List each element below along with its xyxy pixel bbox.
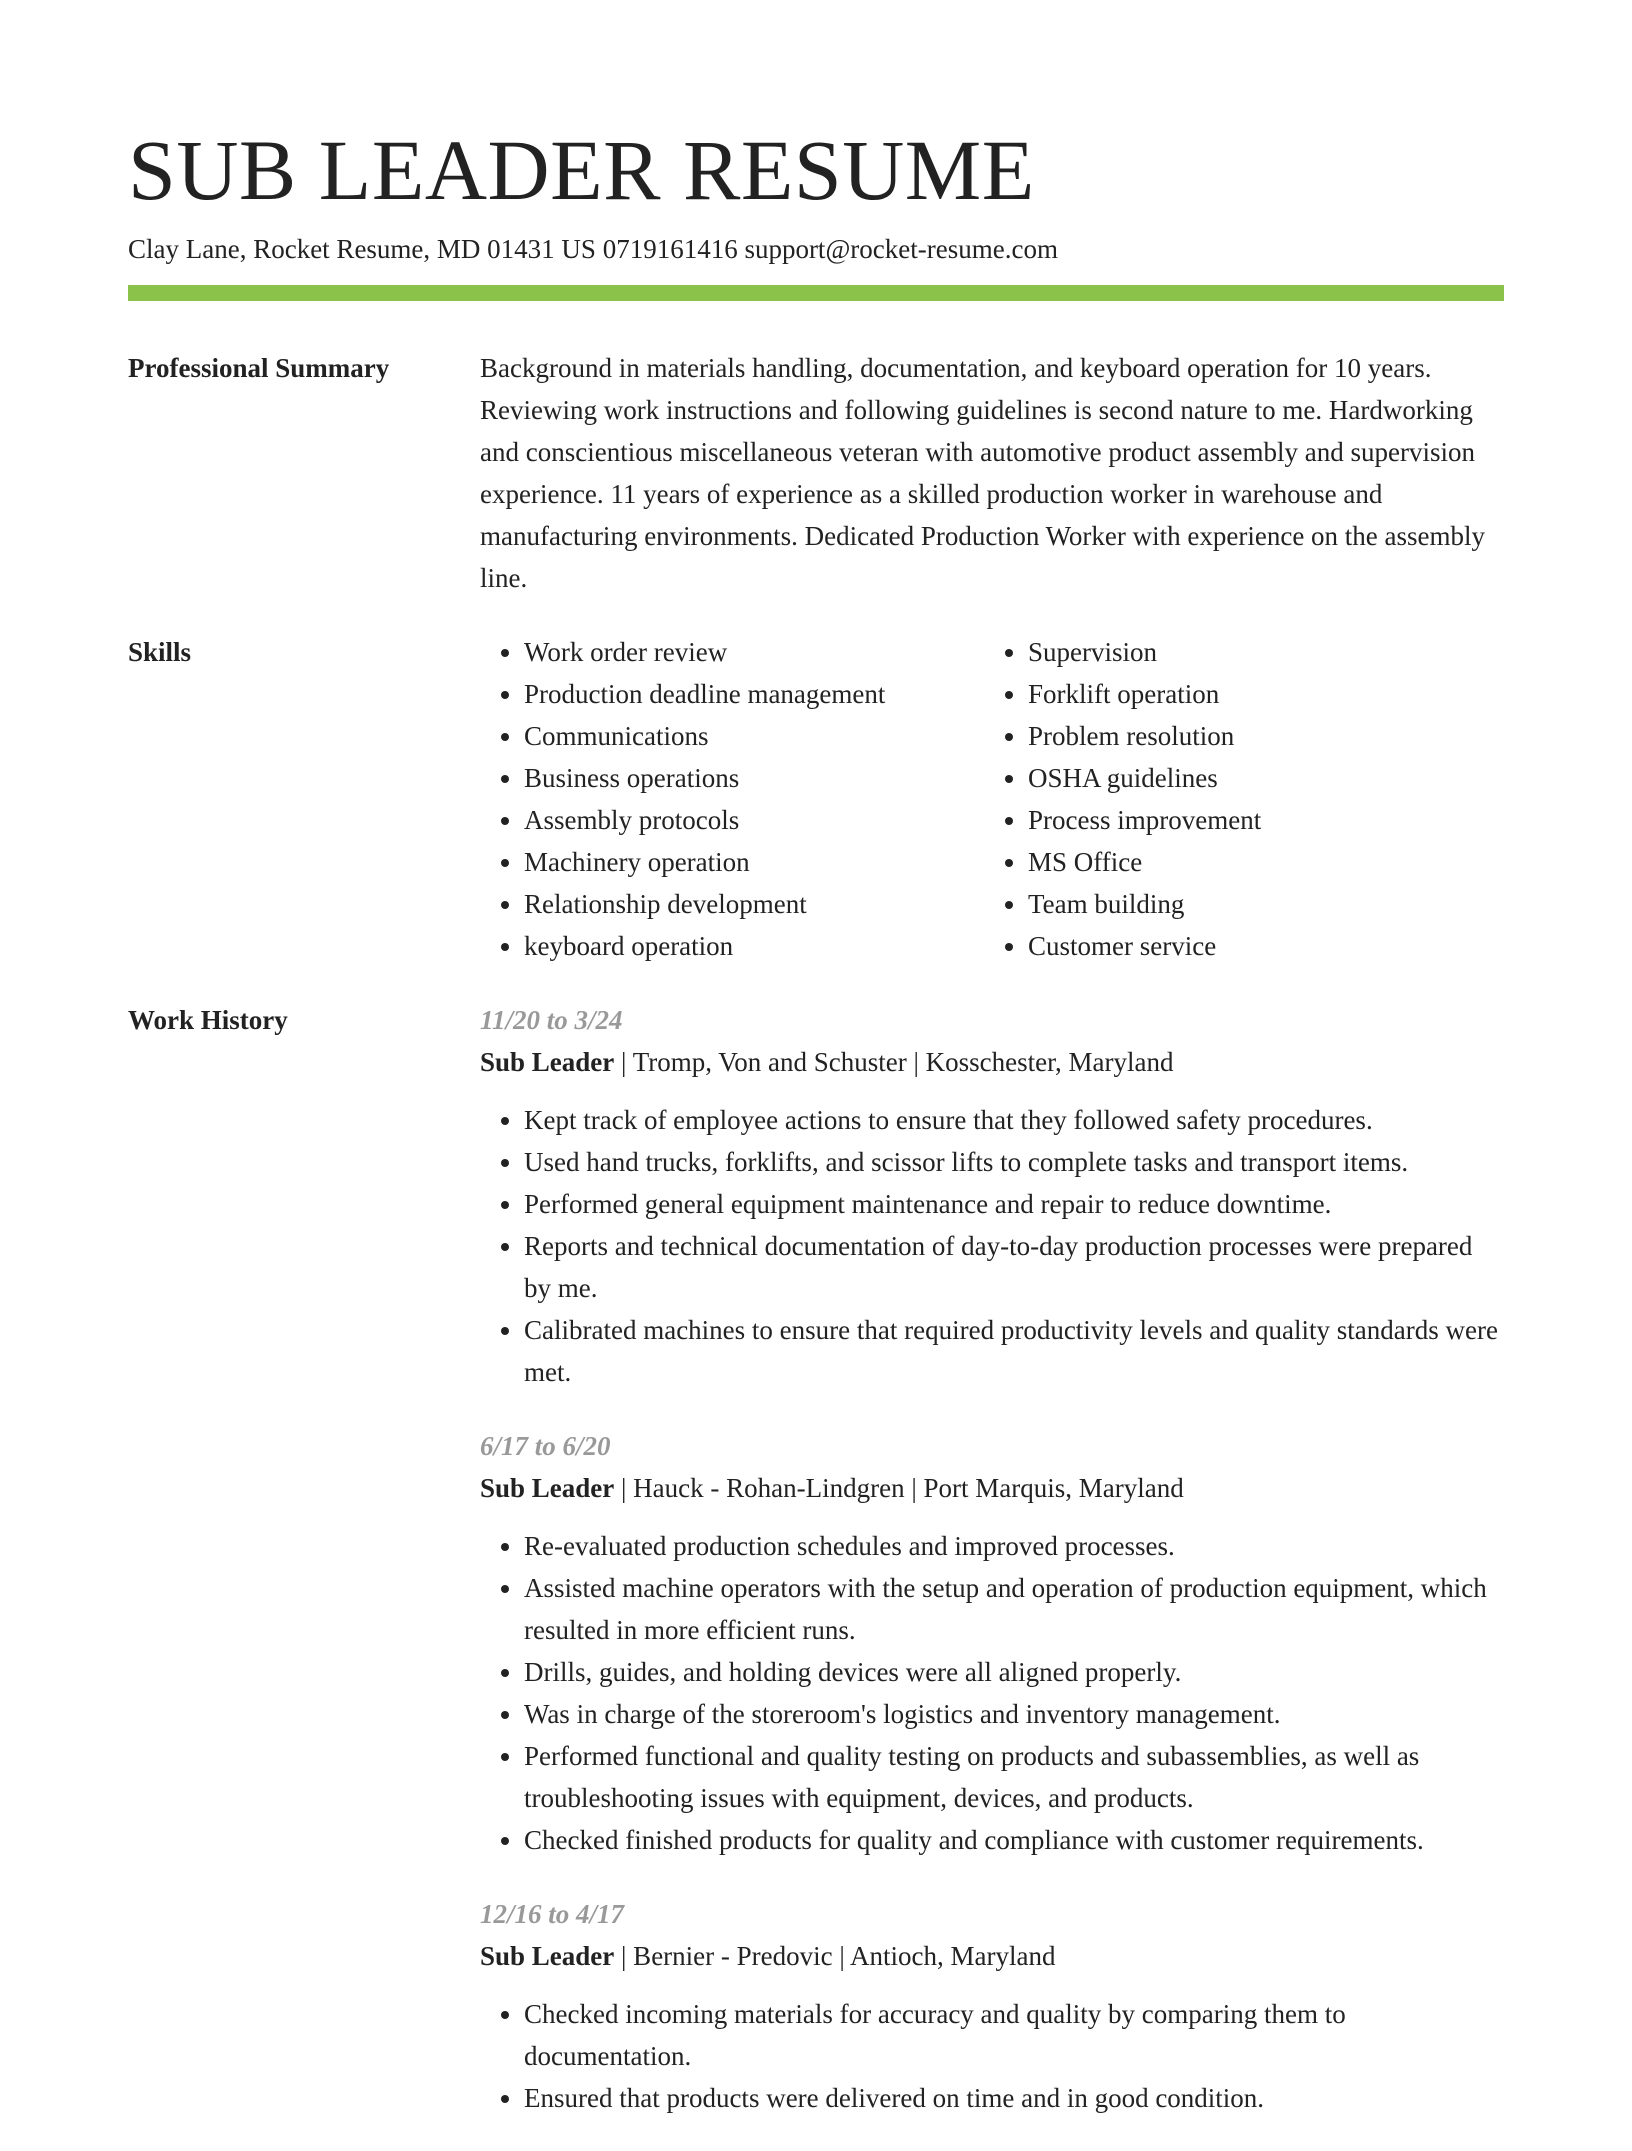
job-employer-location: | Bernier - Predovic | Antioch, Maryland <box>614 1941 1056 1971</box>
job-duty-item: • Re-evaluated production schedules and improved processes. <box>524 1525 1504 1567</box>
summary-body <box>480 347 1504 599</box>
job-employer-location: | Hauck - Rohan-Lindgren | Port Marquis, Maryland <box>614 1473 1184 1503</box>
skills-heading: Skills <box>128 637 192 667</box>
job-duty-item: • Reports and technical documentation of day-to-day production processes were prepared by me. <box>524 1225 1504 1309</box>
job-employer-location: | Tromp, Von and Schuster | Kosschester, Maryland <box>614 1047 1174 1077</box>
job-duties-list <box>480 1993 1504 2119</box>
job-dates: 6/17 to 6/20 <box>480 1431 611 1461</box>
summary-heading: Professional Summary <box>128 353 390 383</box>
job-duty-item: • Drills, guides, and holding devices were all aligned properly. <box>524 1651 1504 1693</box>
skills-body <box>480 631 1504 967</box>
skill-item: • Machinery operation <box>524 841 984 883</box>
job-entry <box>480 1425 1504 1861</box>
skill-item: • Business operations <box>524 757 984 799</box>
skill-item: • OSHA guidelines <box>1028 757 1488 799</box>
job-duty-item: • Checked finished products for quality and compliance with customer requirements. <box>524 1819 1504 1861</box>
job-entry <box>480 1893 1504 2119</box>
skill-item: • Communications <box>524 715 984 757</box>
header-divider <box>128 285 1504 301</box>
job-duty-item: • Assisted machine operators with the setup and operation of production equipment, which resulted in more efficient runs. <box>524 1567 1504 1651</box>
job-entry <box>480 999 1504 1393</box>
job-duty-item: • Performed general equipment maintenance and repair to reduce downtime. <box>524 1183 1504 1225</box>
work-history-heading: Work History <box>128 1005 288 1035</box>
skill-item: • Production deadline management <box>524 673 984 715</box>
skills-list-right <box>984 631 1488 967</box>
job-position-line <box>480 1041 1504 1083</box>
skill-item: • Customer service <box>1028 925 1488 967</box>
skill-item: • Supervision <box>1028 631 1488 673</box>
skill-item: • Work order review <box>524 631 984 673</box>
work-history-body <box>480 999 1504 2151</box>
job-title: Sub Leader <box>480 1047 615 1077</box>
job-position-line <box>480 1935 1504 1977</box>
job-dates: 11/20 to 3/24 <box>480 1005 623 1035</box>
skills-columns <box>480 631 1504 967</box>
job-duty-item: • Ensured that products were delivered on time and in good condition. <box>524 2077 1504 2119</box>
job-position-line <box>480 1467 1504 1509</box>
job-duty-item: • Kept track of employee actions to ensure that they followed safety procedures. <box>524 1099 1504 1141</box>
skill-item: • MS Office <box>1028 841 1488 883</box>
skill-item: • Forklift operation <box>1028 673 1488 715</box>
job-duty-item: • Performed functional and quality testing on products and subassemblies, as well as troubleshooting issues with equipment, devices, and products. <box>524 1735 1504 1819</box>
contact-line: Clay Lane, Rocket Resume, MD 01431 US 0719161416 support@rocket-resume.com <box>128 234 1058 264</box>
skill-item: • Process improvement <box>1028 799 1488 841</box>
job-duty-item: • Was in charge of the storeroom's logistics and inventory management. <box>524 1693 1504 1735</box>
skill-item: • Relationship development <box>524 883 984 925</box>
skill-item: • Problem resolution <box>1028 715 1488 757</box>
job-duty-item: • Used hand trucks, forklifts, and scissor lifts to complete tasks and transport items. <box>524 1141 1504 1183</box>
job-duty-item: • Calibrated machines to ensure that required productivity levels and quality standards were met. <box>524 1309 1504 1393</box>
summary-text: Background in materials handling, documentation, and keyboard operation for 10 years. Reviewing work instructions and following guidelines is second nature to me. Hardworking and conscientious miscellaneous veteran with automotive product assembly and supervision experience. 11 years of experience as a skilled production worker in warehouse and manufacturing environments. Dedicated Production Worker with experience on the assembly line. <box>480 353 1486 593</box>
job-duties-list <box>480 1525 1504 1861</box>
skill-item: • keyboard operation <box>524 925 984 967</box>
job-title: Sub Leader <box>480 1473 615 1503</box>
skill-item: • Team building <box>1028 883 1488 925</box>
skills-list-left <box>480 631 984 967</box>
job-duties-list <box>480 1099 1504 1393</box>
skill-item: • Assembly protocols <box>524 799 984 841</box>
job-title: Sub Leader <box>480 1941 615 1971</box>
resume-title: SUB LEADER RESUME <box>128 122 1035 218</box>
job-duty-item: • Checked incoming materials for accuracy and quality by comparing them to documentation. <box>524 1993 1504 2077</box>
job-dates: 12/16 to 4/17 <box>480 1899 625 1929</box>
